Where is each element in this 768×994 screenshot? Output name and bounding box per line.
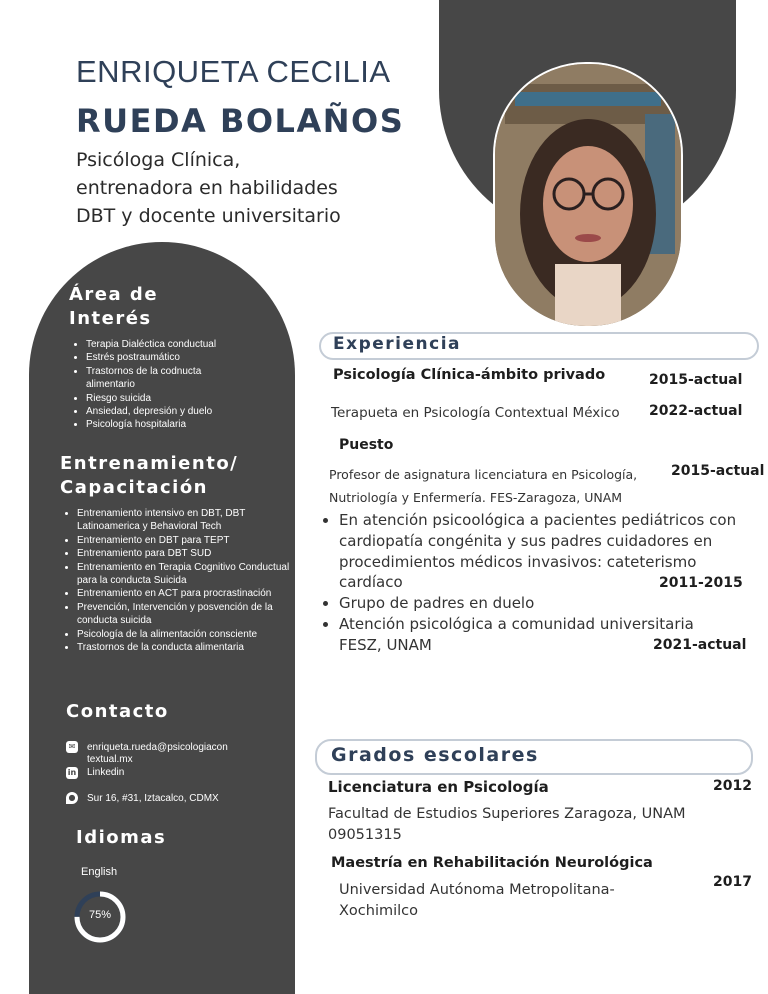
- training-item: • Entrenamiento en ACT para procrastinación: [77, 587, 292, 600]
- training-item: • Entrenamiento para DBT SUD: [77, 547, 292, 560]
- job3-description: [329, 463, 637, 509]
- languages-heading: Idiomas: [76, 827, 167, 848]
- degree1-year: 2012: [713, 778, 752, 794]
- interest-item: • Terapia Dialéctica conductual: [86, 338, 236, 351]
- interest-heading-line: Interés: [69, 308, 152, 329]
- job1-title: Psicología Clínica-ámbito privado: [333, 367, 606, 383]
- training-heading-line: Entrenamiento/: [60, 453, 239, 474]
- degree2-year: 2017: [713, 874, 752, 890]
- job2-dates: 2022-actual: [649, 403, 743, 419]
- training-item: • Psicología de la alimentación consciente: [77, 628, 292, 641]
- experience-bullet: • Atención psicológica a comunidad universitaria FESZ, UNAM: [339, 614, 739, 656]
- bullet1-dates: 2011-2015: [659, 575, 743, 591]
- subtitle-line: Psicóloga Clínica,: [76, 149, 241, 171]
- interest-item: • Trastornos de la codnucta alimentario: [86, 365, 236, 392]
- experience-bullet: • Grupo de padres en duelo: [339, 593, 739, 614]
- job3-line: Profesor de asignatura licenciatura en Psicología,: [329, 467, 638, 482]
- address-text: Sur 16, #31, Iztacalco, CDMX: [87, 793, 219, 804]
- interest-list: [71, 338, 236, 432]
- contact-heading: Contacto: [66, 701, 169, 722]
- subtitle-line: entrenadora en habilidades: [76, 177, 338, 199]
- first-names: ENRIQUETA CECILIA: [76, 54, 391, 89]
- training-list: [62, 507, 292, 654]
- degree1-institution: [328, 804, 686, 846]
- professional-subtitle: [76, 146, 416, 230]
- email-line: textual.mx: [87, 754, 133, 765]
- interest-item: • Riesgo suicida: [86, 392, 236, 405]
- experience-heading: Experiencia: [333, 334, 461, 354]
- job1-dates: 2015-actual: [649, 372, 743, 388]
- degree2-title: Maestría en Rehabilitación Neurológica: [331, 855, 653, 871]
- degree2-institution: [339, 880, 615, 922]
- training-item: • Entrenamiento en DBT para TEPT: [77, 534, 292, 547]
- degree2-line: Universidad Autónoma Metropolitana-: [339, 882, 615, 898]
- training-item: • Trastornos de la conducta alimentaria: [77, 641, 292, 654]
- profile-photo: [493, 62, 683, 328]
- training-item: • Prevención, Intervención y posvención de la conducta suicida: [77, 601, 292, 628]
- email-link[interactable]: [87, 742, 228, 766]
- interest-item: • Ansiedad, depresión y duelo: [86, 405, 236, 418]
- portrait-illustration: [495, 64, 681, 326]
- puesto-label: Puesto: [339, 437, 394, 453]
- interest-item: • Estrés postraumático: [86, 351, 236, 364]
- linkedin-link[interactable]: Linkedin: [87, 767, 125, 778]
- email-icon: ✉: [66, 741, 78, 753]
- degree2-line: Xochimilco: [339, 903, 419, 919]
- job2-title: Terapueta en Psicología Contextual México: [331, 405, 620, 421]
- education-heading: Grados escolares: [331, 744, 539, 766]
- language-level-label: 75%: [88, 909, 112, 921]
- location-pin-icon: ●: [66, 792, 78, 804]
- training-heading: [60, 452, 238, 500]
- interest-item: • Psicología hospitalaria: [86, 418, 236, 431]
- training-heading-line: Capacitación: [60, 477, 208, 498]
- degree1-line: Facultad de Estudios Superiores Zaragoza, UNAM: [328, 806, 686, 822]
- last-names: RUEDA BOLAÑOS: [76, 102, 405, 140]
- linkedin-icon: in: [67, 768, 77, 777]
- interest-heading-line: Área de: [69, 284, 159, 305]
- degree1-title: Licenciatura en Psicología: [328, 778, 549, 796]
- language-name: English: [81, 866, 118, 878]
- experience-bullet: • En atención psicoológica a pacientes pediátricos con cardiopatía congénita y sus padres cuidadores en procedimientos médicos invasivos: cateterismo cardíaco: [339, 510, 739, 593]
- subtitle-line: DBT y docente universitario: [76, 205, 341, 227]
- degree1-line: 09051315: [328, 827, 402, 843]
- job3-line: Nutriología y Enfermería. FES-Zaragoza, UNAM: [329, 490, 623, 505]
- training-item: • Entrenamiento en Terapia Cognitivo Conductual para la conducta Suicida: [77, 561, 292, 588]
- interest-heading: [69, 283, 158, 331]
- job3-dates: 2015-actual: [671, 463, 765, 479]
- email-line: enriqueta.rueda@psicologiacon: [87, 742, 228, 753]
- bullet3-dates: 2021-actual: [653, 637, 747, 653]
- training-item: • Entrenamiento intensivo en DBT, DBT Latinoamerica y Behavioral Tech: [77, 507, 292, 534]
